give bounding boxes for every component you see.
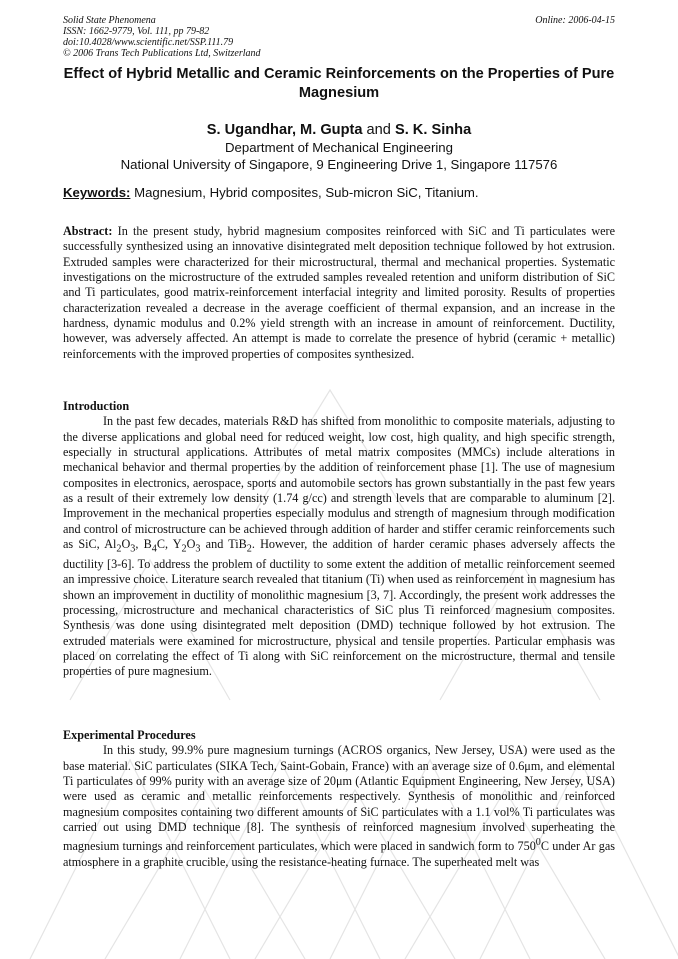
introduction-heading: Introduction <box>63 399 130 413</box>
exp-sup: 0 <box>535 837 541 849</box>
experimental-section <box>63 728 615 870</box>
affiliation <box>63 139 615 173</box>
intro-sub-5: 3 <box>195 543 201 555</box>
intro-text-5: O <box>186 537 196 552</box>
experimental-paragraph <box>63 743 615 870</box>
introduction-paragraph <box>63 414 615 679</box>
intro-sub-3: 4 <box>151 543 157 555</box>
keywords-text: Magnesium, Hybrid composites, Sub-micron SiC, Titanium. <box>134 185 479 200</box>
intro-text-7: . However, the addition of harder ceramic phases adversely affects the ductility [3-6]. To address the problem of ductility to some extent the addition of metallic reinforcement seemed an impressive choice. Literature search revealed that titanium (Ti) when used as reinforcement in magnesium has shown an improvement in ductility of monolithic magnesium [3, 7]. Accordingly, the present work addresses the processing, microstructure and mechanical characteristics of SiC plus Ti reinforced magnesium composites. Synthesis was done using disintegrated melt deposition (DMD) technique followed by hot extrusion. The extruded materials were examined for microstructure, physical and tensile properties. Particular emphasis was placed on correlating the effect of Ti along with SiC reinforcement on the microstructure, thermal and tensile properties of pure magnesium. <box>63 537 615 679</box>
journal-copyright: © 2006 Trans Tech Publications Ltd, Switzerland <box>63 48 261 59</box>
intro-sub-6: 2 <box>246 543 252 555</box>
intro-text-3: , B <box>135 537 152 552</box>
author-conjunction: and <box>366 122 391 138</box>
journal-issn: ISSN: 1662-9779, Vol. 111, pp 79-82 <box>63 26 210 37</box>
paper-title: Effect of Hybrid Metallic and Ceramic Reinforcements on the Properties of Pure Magnesium <box>63 66 615 101</box>
intro-sub-1: 2 <box>116 543 122 555</box>
intro-text-4: C, Y <box>156 537 182 552</box>
journal-doi: doi:10.4028/www.scientific.net/SSP.111.79 <box>63 37 234 48</box>
keywords <box>63 184 615 201</box>
affiliation-department: Department of Mechanical Engineering <box>225 140 453 155</box>
online-date: Online: 2006-04-15 <box>535 15 615 26</box>
introduction-section <box>63 399 615 680</box>
author-name-last: S. K. Sinha <box>394 122 472 138</box>
exp-text-2: C under Ar gas atmosphere in a graphite crucible, using the resistance-heating furnace. The superheated melt was <box>63 839 616 869</box>
affiliation-university: National University of Singapore, 9 Engineering Drive 1, Singapore 117576 <box>120 157 558 172</box>
journal-header <box>63 15 463 59</box>
exp-text-1: In this study, 99.9% pure magnesium turnings (ACROS organics, New Jersey, USA) were used as the base material. SiC particulates (SIKA Tech, Saint-Gobain, France) with an average size of 0.6μm, and elemental Ti particulates of 99% purity with an average size of 20μm (Atlantic Equipment Engineering, New Jersey, USA) were used as ceramic and metallic reinforcements respectively. Synthesis of monolithic and reinforced magnesium composites containing two different amounts of SiC particulates with a 1.1 vol% Ti particulates was carried out using DMD technique [8]. The synthesis of reinforced magnesium involved superheating the magnesium turnings and reinforcement particulates, which were placed in sandwich form to 750 <box>63 743 615 854</box>
intro-text-1: In the past few decades, materials R&D has shifted from monolithic to composite materials, adjusting to the diverse applications and global need for reduced weight, low cost, high quality, and high specific strength, especially in structural applications. Attributes of metal matrix composites (MMCs) include alterations in mechanical behavior and thermal properties by the addition of reinforcement phase [1]. The use of magnesium composites in electronics, aerospace, sports and automobile sectors has grown substantially in the past few years as a result of their extremely low density (1.74 g/cc) and strength levels that are comparable to aluminum [2]. Improvement in the mechanical properties especially modulus and strength of magnesium through modification and control of microstructure can be achieved through addition of harder and stiffer ceramic reinforcements such as SiC, Al <box>63 414 615 552</box>
intro-sub-4: 2 <box>181 543 187 555</box>
intro-text-2: O <box>121 537 131 552</box>
intro-text-6: and TiB <box>200 537 247 552</box>
experimental-heading: Experimental Procedures <box>63 728 196 742</box>
abstract <box>63 224 615 362</box>
author-list <box>63 121 615 139</box>
intro-sub-2: 3 <box>130 543 136 555</box>
journal-name: Solid State Phenomena <box>63 15 156 26</box>
abstract-label: Abstract: <box>63 224 113 238</box>
keywords-label: Keywords: <box>63 185 131 200</box>
abstract-text: In the present study, hybrid magnesium composites reinforced with SiC and Ti particulates were successfully synthesized using an innovative disintegrated melt deposition technique followed by hot extrusion. Extruded samples were characterized for their microstructural, thermal and mechanical properties. Systematic investigations on the microstructure of the extruded samples revealed retention and uniform distribution of SiC and Ti particulates, good matrix-reinforcement interfacial integrity and limited porosity. Results of properties characterization revealed a decrease in the average coefficient of thermal expansion, and an increase in the hardness, dynamic modulus and 0.2% yield strength with an increase in amount of reinforcement. Ductility, however, was adversely affected. An attempt is made to correlate the presence of hybrid (ceramic + metallic) reinforcements with the improved properties of composites synthesized. <box>63 224 616 361</box>
author-names-primary: S. Ugandhar, M. Gupta <box>206 122 363 138</box>
